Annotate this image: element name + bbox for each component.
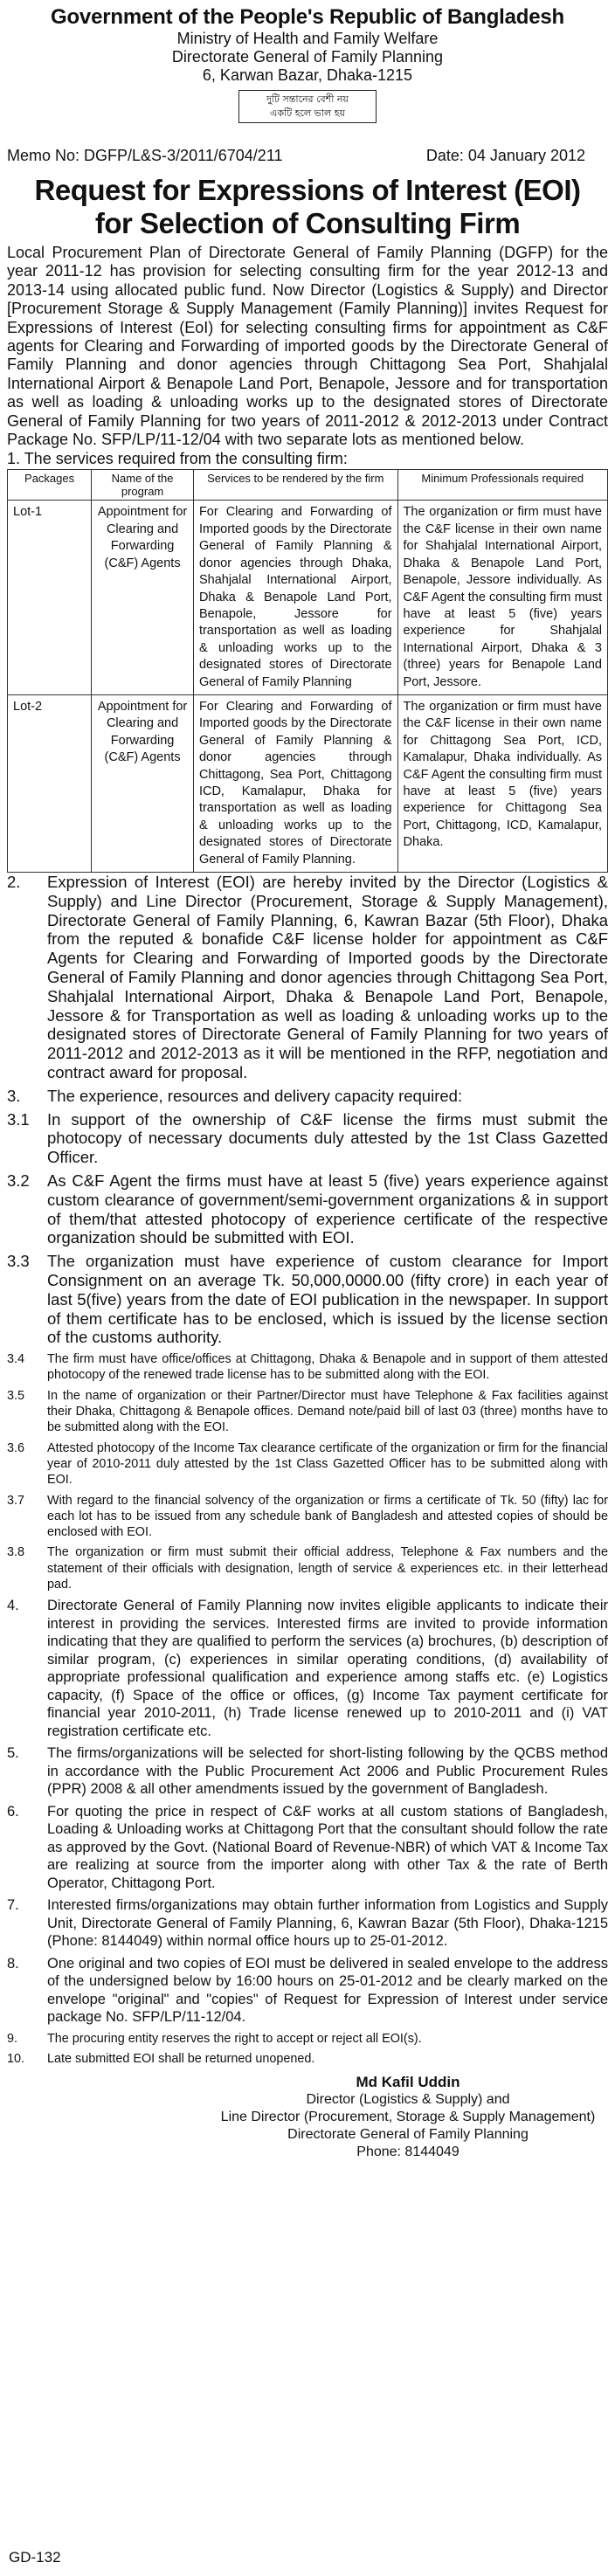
paragraph-item	[7, 1597, 608, 1740]
column-header: Name of the program	[92, 470, 194, 501]
eoi-notice	[7, 5, 608, 2161]
title-line-1: Request for Expressions of Interest (EOI)	[34, 174, 581, 206]
family-planning-slogan-box	[238, 90, 377, 123]
title-line-2: for Selection of Consulting Firm	[94, 207, 521, 239]
footer-code: GD-132	[9, 2549, 61, 2566]
program-cell: Appointment for Clearing and Forwarding (C&F) Agents	[92, 694, 194, 872]
slogan-line-2: একটি হলে ভাল হয়	[270, 107, 345, 119]
letterhead	[7, 5, 608, 123]
paragraph-text: One original and two copies of EOI must be delivered in sealed envelope to the address of the undersigned below by 16:00 hours on 25-01-2012 and be clearly marked on the envelope "original" and "copies" of Request for Expression of Interest under service package No. SFP/LP/11-12/04.	[47, 1955, 608, 2026]
paragraph-number: 2.	[7, 873, 21, 891]
paragraph-item	[7, 2031, 608, 2047]
paragraph-text: The organization must have experience of custom clearance for Import Consignment on an average Tk. 50,000,0000.00 (fifty crore) in each year of last 5(five) years from the date of EOI publication in the newspaper. In support of them certificate has to be enclosed, which is issued by the license section of the customs authority.	[47, 1252, 608, 1347]
numbered-paragraphs	[7, 873, 608, 2067]
paragraph-number: 10.	[7, 2052, 25, 2067]
paragraph-number: 3.8	[7, 1545, 25, 1560]
paragraph-number: 3.	[7, 1086, 21, 1105]
paragraph-text: In support of the ownership of C&F license the firms must submit the photocopy of necessary documents duly attested by the 1st Class Gazetted Officer.	[47, 1109, 608, 1167]
paragraph-text: Attested photocopy of the Income Tax clearance certificate of the organization or firm for the financial year of 2010-2011 duly attested by the 1st Class Gazetted Officer has to be submitted along with EOI.	[47, 1440, 608, 1488]
signatory-designation-2: Line Director (Procurement, Storage & Supply Management)	[220, 2110, 596, 2125]
paragraph-number: 3.7	[7, 1493, 25, 1508]
paragraph-text: Late submitted EOI shall be returned unopened.	[47, 2052, 315, 2067]
paragraph-item	[7, 1744, 608, 1799]
column-header: Packages	[8, 470, 92, 501]
paragraph-item	[7, 1440, 608, 1488]
memo-line	[7, 146, 608, 165]
memo-number: Memo No: DGFP/L&S-3/2011/6704/211	[7, 147, 283, 164]
paragraph-text: The experience, resources and delivery capacity required:	[47, 1086, 463, 1105]
paragraph-item	[7, 1955, 608, 2027]
paragraph-item	[7, 1388, 608, 1436]
paragraph-text: For quoting the price in respect of C&F works at all custom stations of Bangladesh, Loading & Unloading works at Chittagong Port that the consultant should follow the rate as approved by the Govt. (National Board of Revenue-NBR) of which VAT & Income Tax are realizing at source from the importer along with other Tax & the rate of Berth Operator, Chittagong Port.	[47, 1803, 608, 1891]
signatory-phone: Phone: 8144049	[356, 2144, 460, 2160]
services-cell: For Clearing and Forwarding of Imported goods by the Directorate General of Family Planning & donor agencies through Chittagong, Sea Port, Chittagong ICD, Kamalapur, Dhaka for transportation as well as loading & unloading works up to the designated stores of Directorate General of Family Planning.	[193, 694, 397, 872]
paragraph-item	[7, 1544, 608, 1592]
paragraph-number: 3.4	[7, 1352, 25, 1367]
paragraph-item	[7, 873, 608, 1082]
table-row	[8, 501, 608, 694]
notice-title	[7, 174, 608, 240]
directorate-name: Directorate General of Family Planning	[171, 48, 444, 66]
paragraph-item	[7, 1803, 608, 1893]
memo-date: Date: 04 January 2012	[425, 147, 585, 164]
paragraph-number: 3.6	[7, 1440, 25, 1455]
paragraph-text: Expression of Interest (EOI) are hereby invited by the Director (Logistics & Supply) and Line Director (Procurement, Storage & Supply Management), Directorate General of Family Planning, 6, Kawran Bazar (5th Floor), Dhaka from the reputed & bonafide C&F license holder for appointment as C&F Agents for Clearing and Forwarding of Imported goods by the Directorate General of Family Planning and donor agencies through Chittagong Sea Port, Shahjalal International Airport, Dhaka & Benapole Land Port, Benapole, Jessore & for Transportation as well as loading & unloading works up to the designated stores of Directorate General of Family Planning for two years of 2011-2012 and 2012-2013 as it will be mentioned in the RFP, negotiation and contract award for proposal.	[47, 873, 608, 1081]
paragraph-number: 4.	[7, 1598, 19, 1614]
paragraph-text: Directorate General of Family Planning now invites eligible applicants to indicate their interest in providing the services. Interested firms are invited to provide information indicating that they are qualified to perform the services (a) brochures, (b) description of similar program, (c) experiences in similar operating conditions, (d) availability of appropriate professional qualification and experience among staffs etc. (e) Logistics capacity, (f) Space of the office or offices, (g) Income Tax payment certificate for financial year 2010-2011, (h) Trade license renewed up to 2010-2011 and (i) VAT registration certificate etc.	[47, 1598, 608, 1739]
paragraph-text: The organization or firm must submit their official address, Telephone & Fax numbers and the statement of their officials with designation, length of service & experiences etc. in their letterhead pad.	[47, 1545, 608, 1592]
paragraph-text: The firms/organizations will be selected for short-listing following by the QCBS method in accordance with the Public Procurement Act 2006 and Public Procurement Rules (PPR) 2008 & all other amendments issued by the government of Bangladesh.	[47, 1745, 608, 1798]
paragraph-item	[7, 2051, 608, 2067]
services-cell: For Clearing and Forwarding of Imported goods by the Directorate General of Family Planning & donor agencies through Dhaka, Shahjalal International Airport, Dhaka & Benapole Land Port, Benapole, Jessore for transportation as well as loading & unloading works up to the designated stores of Directorate General of Family Planning	[193, 501, 397, 694]
paragraph-number: 3.1	[7, 1109, 30, 1129]
paragraph-number: 8.	[7, 1955, 19, 1972]
signatory-office: Directorate General of Family Planning	[287, 2127, 529, 2143]
government-title: Government of the People's Republic of Bangladesh	[51, 5, 564, 29]
paragraph-text: As C&F Agent the firms must have at least 5 (five) years experience against custom clearance of government/semi-government organizations & in support of them/that attested photocopy of experience certificate of the respective organization should be submitted with EOI.	[47, 1171, 608, 1247]
paragraph-number: 3.5	[7, 1388, 25, 1403]
services-table	[7, 469, 608, 873]
professionals-cell: The organization or firm must have the C&F license in their own name for Shahjalal International Airport, Dhaka & Benapole Land Port, Benapole, Jessore individually. As C&F Agent the consulting firm must have at least 5 (five) years experience for Shahjalal International Airport, Dhaka & 3 (three) years for Benapole Land Port, Jessore.	[397, 501, 607, 694]
column-header: Minimum Professionals required	[397, 470, 607, 501]
paragraph-item	[7, 1087, 608, 1106]
ministry-name: Ministry of Health and Family Welfare	[176, 30, 439, 47]
paragraph-number: 7.	[7, 1897, 19, 1914]
office-address: 6, Karwan Bazar, Dhaka-1215	[202, 66, 413, 84]
paragraph-item	[7, 1252, 608, 1347]
professionals-cell: The organization or firm must have the C&F license in their own name for Chittagong Sea Port, ICD, Kamalapur, Dhaka individually. As C&F Agent the consulting firm must have at least 5 (five) years experience for Chittagong Sea Port, Chittagong, ICD, Kamalapur, Dhaka.	[397, 694, 607, 872]
paragraph-item	[7, 1110, 608, 1167]
intro-paragraph: Local Procurement Plan of Directorate General of Family Planning (DGFP) for the year 2011-12 has provision for selecting consulting firm for the year 2012-13 and 2013-14 using allocated public fund. Now Director (Logistics & Supply) and Director [Procurement Storage & Supply Management (Family Planning)] invites Request for Expressions of Interest (EoI) for selecting consulting firms for appointment as C&F agents for Clearing and Forwarding of imported goods by the Directorate General of Family Planning and donor agencies through Chittagong Sea Port, Shahjalal International Airport & Benapole Land Port, Benapole, Jessore and for transportation as well as loading & unloading works up to the designated stores of Directorate General of Family Planning for two years of 2011-2012 & 2012-2013 under Contract Package No. SFP/LP/11-12/04 with two separate lots as mentioned below.	[7, 244, 608, 449]
package-cell: Lot-2	[8, 694, 92, 872]
signatory-designation-1: Director (Logistics & Supply) and	[306, 2092, 510, 2108]
paragraph-number: 3.2	[7, 1171, 30, 1190]
package-cell: Lot-1	[8, 501, 92, 694]
services-heading: 1. The services required from the consulting firm:	[7, 450, 348, 468]
paragraph-text: Interested firms/organizations may obtain further information from Logistics and Supply Unit, Directorate General of Family Planning, 6, Kawran Bazar (5th Floor), Dhaka-1215 (Phone: 8144049) within normal office hours up to 25-01-2012.	[47, 1897, 608, 1950]
paragraph-number: 3.3	[7, 1252, 30, 1271]
paragraph-number: 6.	[7, 1803, 19, 1820]
slogan-line-1: দুটি সন্তানের বেশী নয়	[266, 93, 349, 105]
signature-block	[208, 2074, 608, 2161]
paragraph-number: 9.	[7, 2031, 18, 2046]
paragraph-text: The procuring entity reserves the right to accept or reject all EOI(s).	[47, 2031, 422, 2046]
program-cell: Appointment for Clearing and Forwarding (C&F) Agents	[92, 501, 194, 694]
paragraph-item	[7, 1351, 608, 1384]
paragraph-text: With regard to the financial solvency of the organization or firms a certificate of Tk. 50 (fifty) lac for each lot has to be issued from any schedule bank of Bangladesh and attested copies of should be enclosed with EOI.	[47, 1493, 608, 1540]
paragraph-item	[7, 1171, 608, 1247]
paragraph-item	[7, 1896, 608, 1951]
column-header: Services to be rendered by the firm	[193, 470, 397, 501]
paragraph-text: The firm must have office/offices at Chittagong, Dhaka & Benapole and in support of them attested photocopy of the renewed trade license has to be submitted along with the EOI.	[47, 1352, 608, 1383]
signatory-name: Md Kafil Uddin	[356, 2074, 460, 2091]
paragraph-number: 5.	[7, 1745, 19, 1762]
paragraph-item	[7, 1493, 608, 1541]
table-row	[8, 694, 608, 872]
table-header-row	[8, 470, 608, 501]
paragraph-text: In the name of organization or their Partner/Director must have Telephone & Fax facilities against their Dhaka, Chittagong & Benapole offices. Demand note/paid bill of last 03 (three) months have to be submitted along with the EOI.	[47, 1388, 608, 1435]
